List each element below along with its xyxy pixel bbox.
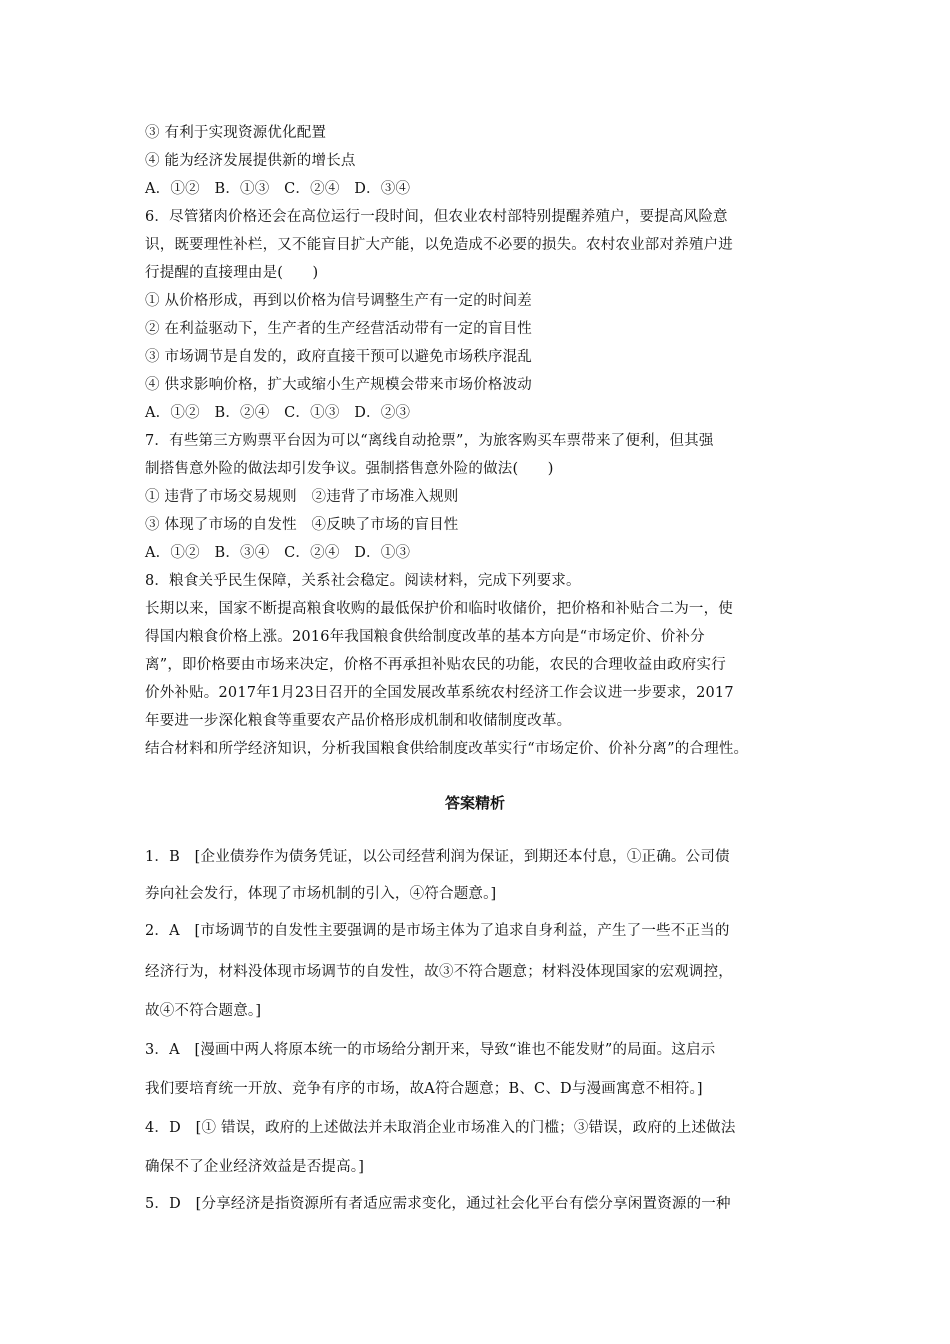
answer-line: 5．D [分享经济是指资源所有者适应需求变化，通过社会化平台有偿分享闲置资源的一种 bbox=[145, 1196, 731, 1212]
material-line: 价外补贴。2017年1月23日召开的全国发展改革系统农村经济工作会议进一步要求，2017 bbox=[145, 685, 734, 701]
choices-line: A．①② B．①③ C．②④ D．③④ bbox=[145, 181, 411, 197]
option-line: ③ 市场调节是自发的，政府直接干预可以避免市场秩序混乱 bbox=[145, 349, 533, 365]
answer-line: 3．A [漫画中两人将原本统一的市场给分割开来，导致“谁也不能发财”的局面。这启示 bbox=[145, 1042, 716, 1058]
answer-line: 经济行为，材料没体现市场调节的自发性，故③不符合题意；材料没体现国家的宏观调控， bbox=[145, 964, 733, 980]
choices-line: A．①② B．②④ C．①③ D．②③ bbox=[145, 405, 411, 421]
answer-line: 1．B [企业债券作为债务凭证，以公司经营利润为保证，到期还本付息，①正确。公司债 bbox=[145, 849, 730, 865]
answer-line: 我们要培育统一开放、竞争有序的市场，故A符合题意；B、C、D与漫画寓意不相符。] bbox=[145, 1081, 703, 1097]
answer-line: 故④不符合题意。] bbox=[145, 1003, 262, 1019]
answer-line: 4．D [① 错误，政府的上述做法并未取消企业市场准入的门槛；③错误，政府的上述做法 bbox=[145, 1120, 736, 1136]
option-line: ④ 供求影响价格，扩大或缩小生产规模会带来市场价格波动 bbox=[145, 377, 533, 393]
option-line: ③ 体现了市场的自发性 ④反映了市场的盲目性 bbox=[145, 517, 459, 533]
answer-line: 确保不了企业经济效益是否提高。] bbox=[145, 1159, 365, 1175]
question-6-line: 行提醒的直接理由是( ) bbox=[145, 265, 319, 281]
option-line: ③ 有利于实现资源优化配置 bbox=[145, 125, 327, 141]
option-line: ① 从价格形成，再到以价格为信号调整生产有一定的时间差 bbox=[145, 293, 533, 309]
answer-line: 券向社会发行，体现了市场机制的引入，④符合题意。] bbox=[145, 886, 497, 902]
question-6-line: 识，既要理性补栏，又不能盲目扩大产能，以免造成不必要的损失。农村农业部对养殖户进 bbox=[145, 237, 733, 253]
option-line: ④ 能为经济发展提供新的增长点 bbox=[145, 153, 356, 169]
option-line: ① 违背了市场交易规则 ②违背了市场准入规则 bbox=[145, 489, 459, 505]
question-8-line: 8．粮食关乎民生保障，关系社会稳定。阅读材料，完成下列要求。 bbox=[145, 573, 581, 589]
task-line: 结合材料和所学经济知识，分析我国粮食供给制度改革实行“市场定价、价补分离”的合理性。 bbox=[145, 741, 749, 757]
material-line: 年要进一步深化粮食等重要农产品价格形成机制和收储制度改革。 bbox=[145, 713, 572, 729]
answer-line: 2．A [市场调节的自发性主要强调的是市场主体为了追求自身利益，产生了一些不正当的 bbox=[145, 923, 730, 939]
material-line: 得国内粮食价格上涨。2016年我国粮食供给制度改革的基本方向是“市场定价、价补分 bbox=[145, 629, 705, 645]
question-7-line: 制搭售意外险的做法却引发争议。强制搭售意外险的做法( ) bbox=[145, 461, 554, 477]
answer-section-title: 答案精析 bbox=[444, 794, 505, 812]
material-line: 长期以来，国家不断提高粮食收购的最低保护价和临时收储价，把价格和补贴合二为一，使 bbox=[145, 601, 733, 617]
option-line: ② 在利益驱动下，生产者的生产经营活动带有一定的盲目性 bbox=[145, 321, 533, 337]
question-6-line: 6．尽管猪肉价格还会在高位运行一段时间，但农业农村部特别提醒养殖户，要提高风险意 bbox=[145, 209, 728, 225]
material-line: 离”，即价格要由市场来决定，价格不再承担补贴农民的功能，农民的合理收益由政府实行 bbox=[145, 657, 726, 673]
question-7-line: 7．有些第三方购票平台因为可以“离线自动抢票”，为旅客购买车票带来了便利，但其强 bbox=[145, 433, 714, 449]
choices-line: A．①② B．③④ C．②④ D．①③ bbox=[145, 545, 411, 561]
